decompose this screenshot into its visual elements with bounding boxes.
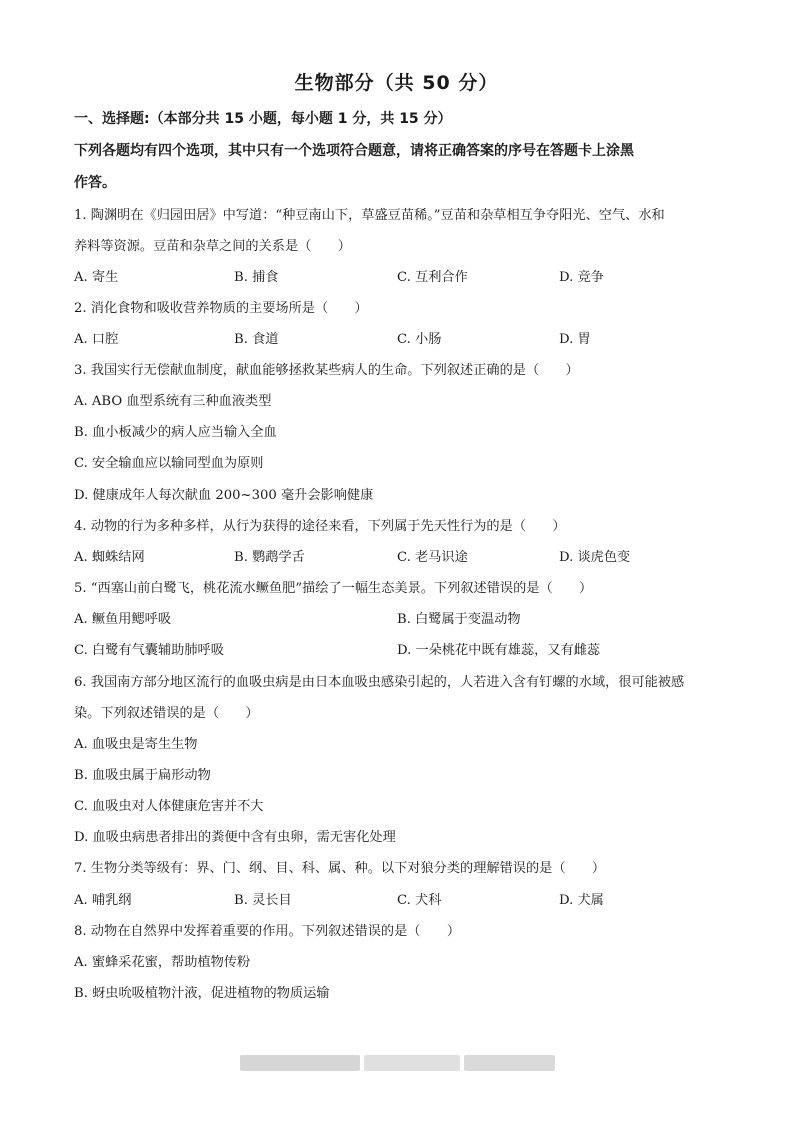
question-6-stem-line-1: 6. 我国南方部分地区流行的血吸虫病是由日本血吸虫感染引起的，人若进入含有钉螺的水域，很可能被感: [74, 675, 685, 690]
question-1-option-c: C. 互利合作: [397, 270, 468, 285]
question-3-option-c: C. 安全输血应以输同型血为原则: [74, 456, 264, 471]
question-7-option-b: B. 灵长目: [234, 893, 292, 908]
blurred-footer-watermark: [240, 1055, 555, 1071]
question-5-option-b: B. 白鹭属于变温动物: [397, 612, 521, 627]
question-1-stem-line-2: 养料等资源。豆苗和杂草之间的关系是（ ）: [74, 239, 351, 254]
question-5-option-a: A. 鳜鱼用鳃呼吸: [74, 612, 172, 627]
question-4-option-b: B. 鹦鹉学舌: [234, 550, 305, 565]
question-1-option-d: D. 竞争: [559, 270, 604, 285]
question-6-option-d: D. 血吸虫病患者排出的粪便中含有虫卵，需无害化处理: [74, 830, 396, 845]
question-1-stem-line-1: 1. 陶渊明在《归园田居》中写道：“种豆南山下，草盛豆苗稀。”豆苗和杂草相互争夺阳光、空气、水和: [74, 208, 665, 223]
section-heading: 一、选择题:（本部分共 15 小题，每小题 1 分，共 15 分）: [74, 111, 452, 127]
question-8-option-b: B. 蚜虫吮吸植物汁液，促进植物的物质运输: [74, 986, 330, 1001]
question-7-stem: 7. 生物分类等级有：界、门、纲、目、科、属、种。以下对狼分类的理解错误的是（ ）: [74, 861, 606, 876]
question-4-stem: 4. 动物的行为多种多样，从行为获得的途径来看，下列属于先天性行为的是（ ）: [74, 519, 566, 534]
question-3-stem: 3. 我国实行无偿献血制度，献血能够拯救某些病人的生命。下列叙述正确的是（ ）: [74, 363, 579, 378]
question-7-option-a: A. 哺乳纲: [74, 893, 132, 908]
question-2-option-d: D. 胃: [559, 332, 591, 347]
question-4-option-c: C. 老马识途: [397, 550, 468, 565]
question-8-option-a: A. 蜜蜂采花蜜，帮助植物传粉: [74, 955, 251, 970]
question-1-option-a: A. 寄生: [74, 270, 119, 285]
question-3-option-b: B. 血小板减少的病人应当输入全血: [74, 425, 277, 440]
question-3-option-d: D. 健康成年人每次献血 200~300 毫升会影响健康: [74, 488, 374, 503]
question-5-option-d: D. 一朵桃花中既有雄蕊，又有雌蕊: [397, 643, 601, 658]
question-6-option-b: B. 血吸虫属于扁形动物: [74, 768, 211, 783]
question-6-option-a: A. 血吸虫是寄生生物: [74, 737, 198, 752]
question-2-option-b: B. 食道: [234, 332, 279, 347]
question-7-option-c: C. 犬科: [397, 893, 442, 908]
question-5-stem: 5. “西塞山前白鹭飞，桃花流水鳜鱼肥”描绘了一幅生态美景。下列叙述错误的是（ ）: [74, 581, 593, 596]
question-2-stem: 2. 消化食物和吸收营养物质的主要场所是（ ）: [74, 301, 368, 316]
question-1-option-b: B. 捕食: [234, 270, 279, 285]
question-4-option-a: A. 蜘蛛结网: [74, 550, 145, 565]
question-5-option-c: C. 白鹭有气囊辅助肺呼吸: [74, 643, 224, 658]
question-6-option-c: C. 血吸虫对人体健康危害并不大: [74, 799, 264, 814]
page-title: 生物部分（共 50 分）: [294, 72, 499, 94]
question-4-option-d: D. 谈虎色变: [559, 550, 631, 565]
instruction-line-2: 作答。: [74, 175, 116, 191]
instruction-line-1: 下列各题均有四个选项，其中只有一个选项符合题意，请将正确答案的序号在答题卡上涂黑: [74, 143, 634, 159]
question-3-option-a: A. ABO 血型系统有三种血液类型: [74, 394, 272, 409]
question-2-option-c: C. 小肠: [397, 332, 442, 347]
question-6-stem-line-2: 染。下列叙述错误的是（ ）: [74, 706, 259, 721]
question-8-stem: 8. 动物在自然界中发挥着重要的作用。下列叙述错误的是（ ）: [74, 924, 461, 939]
question-7-option-d: D. 犬属: [559, 893, 604, 908]
question-2-option-a: A. 口腔: [74, 332, 119, 347]
